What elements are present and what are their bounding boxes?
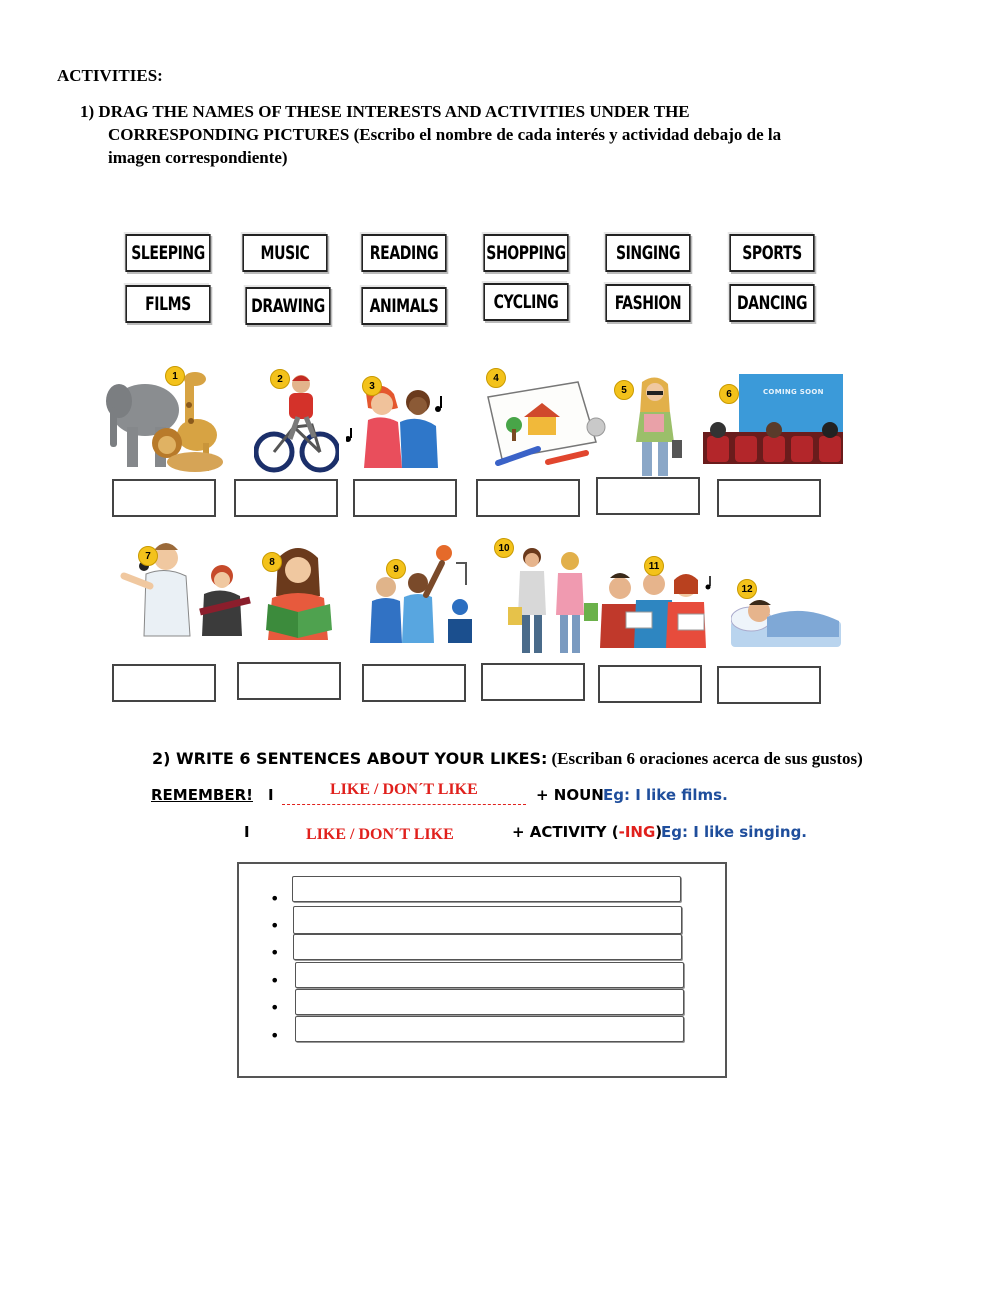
films-picture	[703, 374, 843, 464]
picture-number-1: 1	[165, 366, 185, 386]
answer-box-11[interactable]	[598, 665, 702, 703]
exercise2-title-spanish: (Escriban 6 oraciones acerca de sus gustos)	[551, 749, 863, 768]
coming-soon-caption: COMING SOON	[763, 388, 824, 396]
answer-box-4[interactable]	[476, 479, 580, 517]
sentence-input-3[interactable]	[293, 934, 682, 960]
exercise1-line1: 1) DRAG THE NAMES OF THESE INTERESTS AND ACTIVITIES UNDER THE	[80, 102, 690, 121]
picture-number-3: 3	[362, 376, 382, 396]
picture-number-7: 7	[138, 546, 158, 566]
sentence-input-6[interactable]	[295, 1016, 684, 1042]
rule2-close-paren: )	[655, 823, 663, 841]
word-tile-fashion[interactable]: FASHION	[605, 284, 690, 322]
picture-number-9: 9	[386, 559, 406, 579]
sentence-input-5[interactable]	[295, 989, 684, 1015]
word-tile-animals[interactable]: ANIMALS	[361, 287, 446, 325]
sports-picture	[356, 543, 479, 645]
drawing-picture	[478, 367, 606, 474]
answer-box-12[interactable]	[717, 666, 821, 704]
singing-group-picture	[598, 554, 723, 648]
answer-box-9[interactable]	[362, 664, 466, 702]
page-title: ACTIVITIES:	[57, 66, 163, 85]
picture-number-10: 10	[494, 538, 514, 558]
shopping-picture	[490, 537, 600, 659]
picture-number-12: 12	[737, 579, 757, 599]
sentence-input-4[interactable]	[295, 962, 684, 988]
answer-box-2[interactable]	[234, 479, 338, 517]
fashion-picture	[614, 374, 694, 477]
exercise1-line3: imagen correspondiente)	[108, 148, 288, 167]
picture-number-2: 2	[270, 369, 290, 389]
sleeping-picture	[731, 577, 841, 647]
answer-box-6[interactable]	[717, 479, 821, 517]
word-tile-shopping[interactable]: SHOPPING	[483, 234, 568, 272]
rule1-pronoun: I	[268, 786, 274, 804]
exercise2-title	[152, 747, 863, 770]
word-tile-films[interactable]: FILMS	[125, 285, 210, 323]
picture-number-5: 5	[614, 380, 634, 400]
answer-box-1[interactable]	[112, 479, 216, 517]
picture-number-8: 8	[262, 552, 282, 572]
rule2-ing: -ING	[618, 823, 656, 841]
rule1-noun: + NOUN	[536, 786, 604, 804]
rule2-pronoun: I	[244, 823, 250, 841]
rule2-like-phrase: LIKE / DON´T LIKE	[306, 826, 454, 843]
answer-box-7[interactable]	[112, 664, 216, 702]
bullet-4: •	[270, 971, 280, 990]
bullet-5: •	[270, 998, 280, 1017]
picture-number-4: 4	[486, 368, 506, 388]
word-tile-reading[interactable]: READING	[361, 234, 446, 272]
exercise2-title-english: 2) WRITE 6 SENTENCES ABOUT YOUR LIKES:	[152, 749, 548, 768]
music-picture	[346, 368, 458, 478]
sentence-input-2[interactable]	[293, 906, 682, 934]
rule2-activity-text: + ACTIVITY (	[512, 823, 619, 841]
rule2-activity	[512, 823, 662, 841]
picture-number-6: 6	[719, 384, 739, 404]
rule1-like-phrase: LIKE / DON´T LIKE	[330, 781, 478, 798]
answer-box-5[interactable]	[596, 477, 700, 515]
picture-number-11: 11	[644, 556, 664, 576]
rule2-example: Eg: I like singing.	[661, 823, 808, 841]
bullet-6: •	[270, 1026, 280, 1045]
answer-box-3[interactable]	[353, 479, 457, 517]
bullet-2: •	[270, 916, 280, 935]
rule1-example: Eg: I like films.	[603, 786, 728, 804]
answer-box-8[interactable]	[237, 662, 341, 700]
bullet-1: •	[270, 889, 280, 908]
word-tile-dancing[interactable]: DANCING	[729, 284, 814, 322]
word-tile-singing[interactable]: SINGING	[605, 234, 690, 272]
word-tile-music[interactable]: MUSIC	[242, 234, 327, 272]
bullet-3: •	[270, 943, 280, 962]
word-tile-drawing[interactable]: DRAWING	[245, 287, 330, 325]
word-tile-sports[interactable]: SPORTS	[729, 234, 814, 272]
answer-box-10[interactable]	[481, 663, 585, 701]
cycling-picture	[254, 367, 339, 479]
word-tile-sleeping[interactable]: SLEEPING	[125, 234, 210, 272]
sentence-input-1[interactable]	[292, 876, 681, 902]
remember-label: REMEMBER!	[151, 786, 253, 804]
singing-picture	[104, 536, 254, 642]
animals-picture	[105, 365, 230, 477]
reading-picture	[258, 538, 340, 642]
word-tile-cycling[interactable]: CYCLING	[483, 283, 568, 321]
exercise1-line2: CORRESPONDING PICTURES (Escribo el nombre de cada interés y actividad debajo de la	[108, 125, 782, 144]
